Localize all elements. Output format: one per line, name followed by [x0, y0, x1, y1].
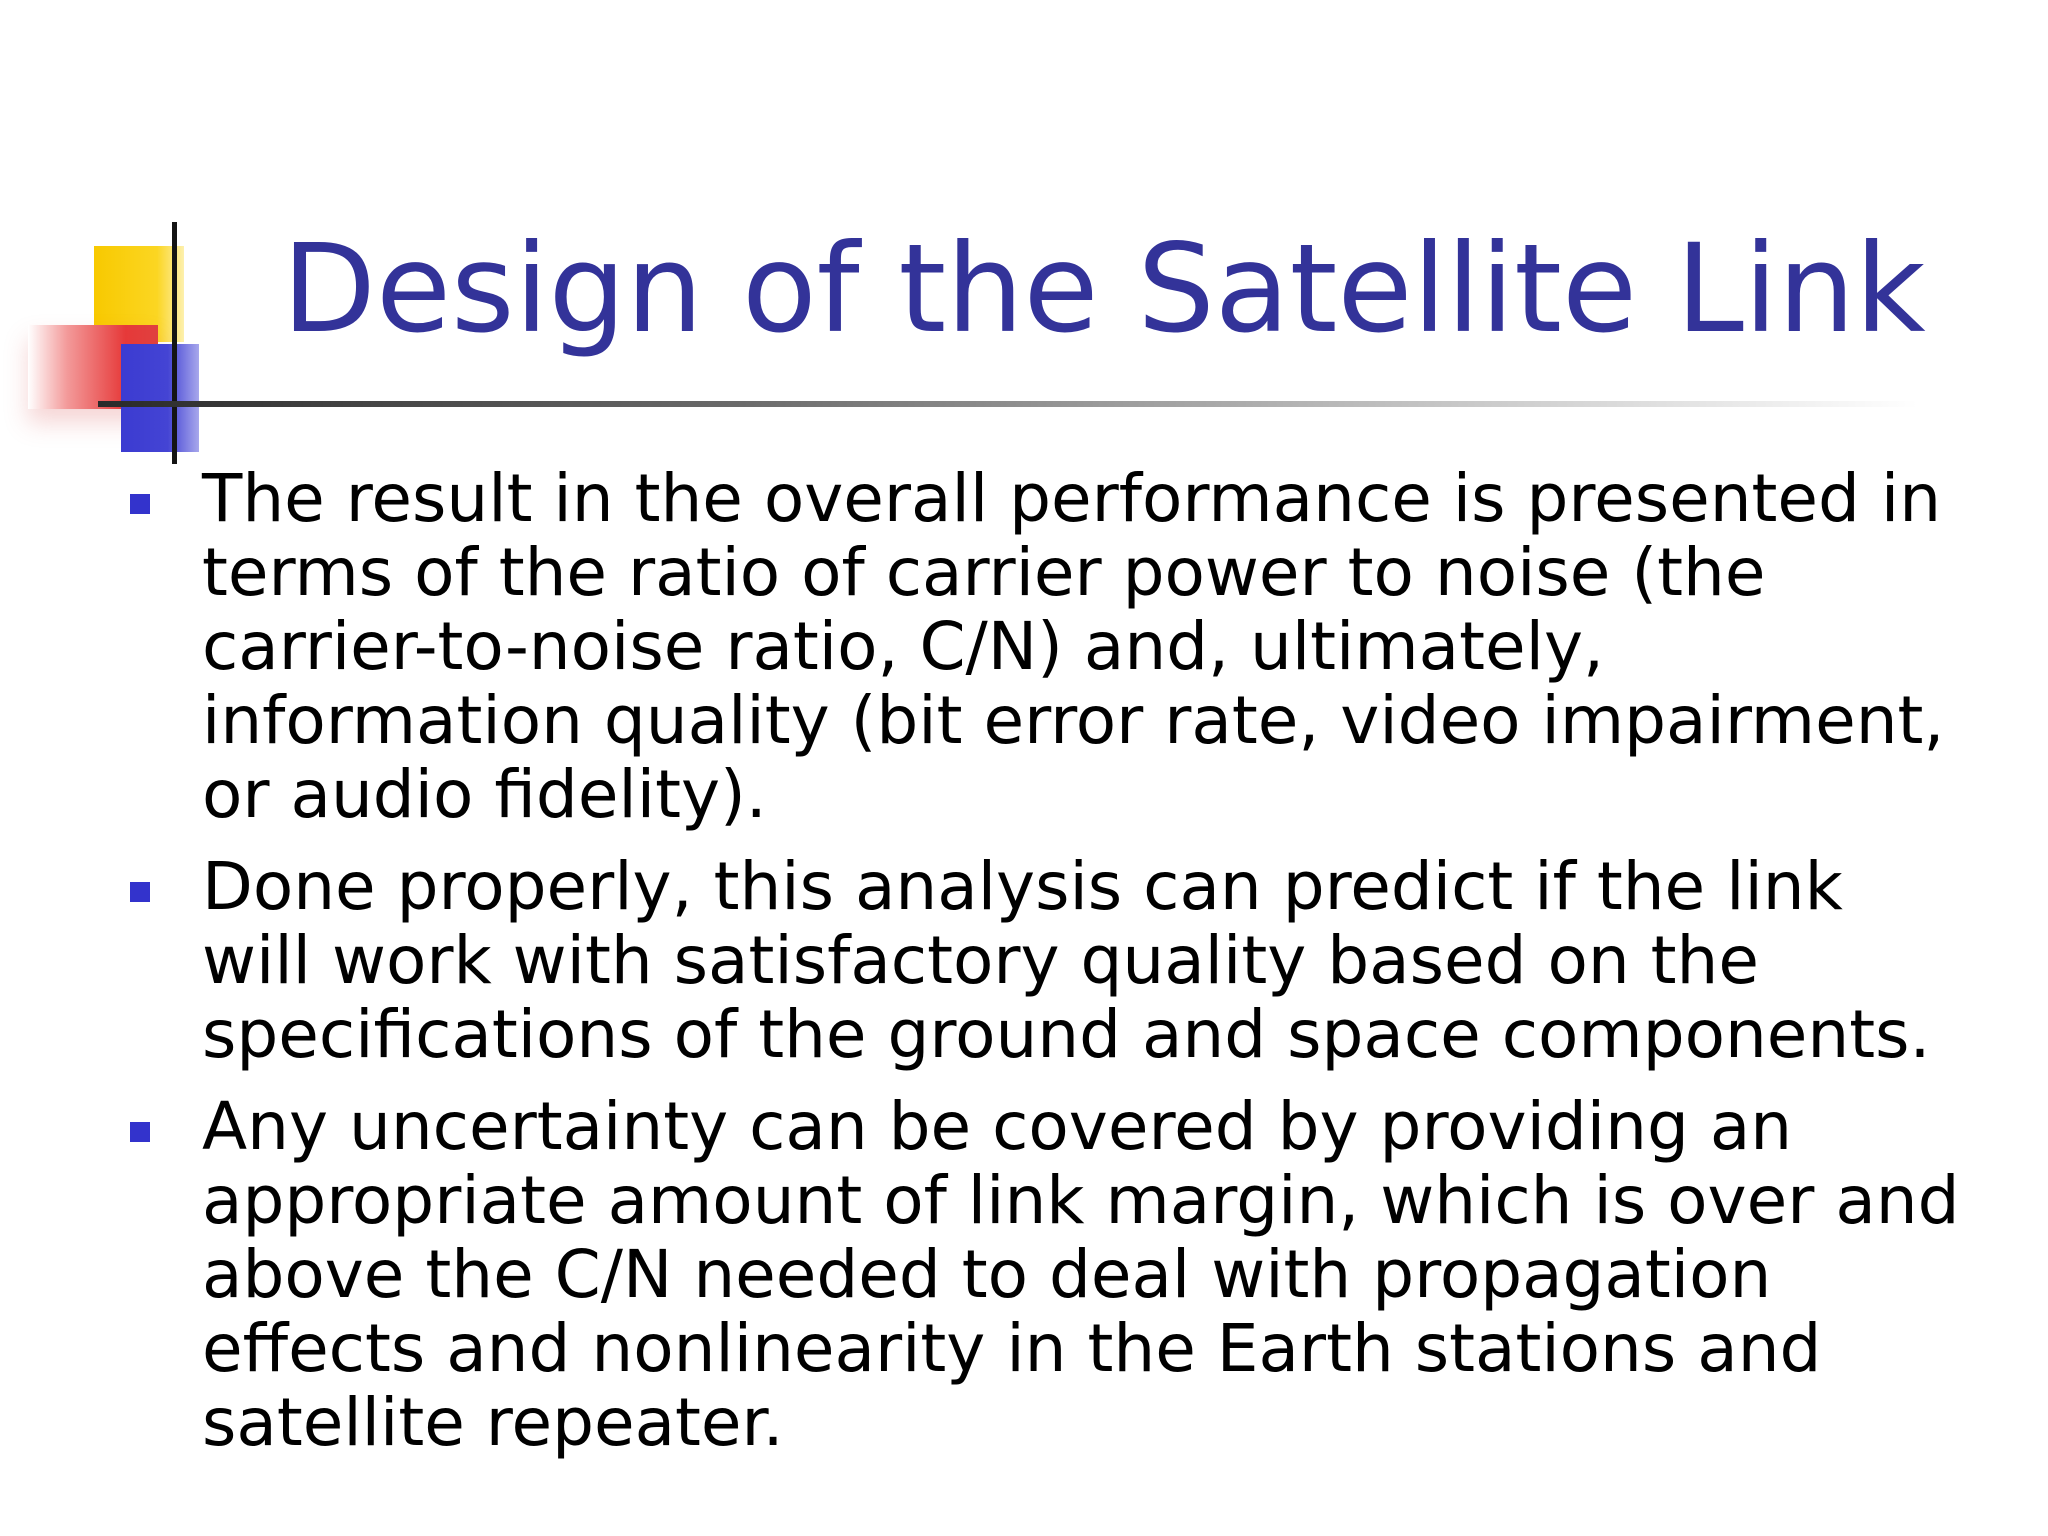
bullet-text: The result in the overall performance is presented in terms of the ratio of carrier power to noise (the carrier-to-noise ratio, C/N) and, ultimately, information quality (bit error rate, video impairment, or audio fidelity). [202, 460, 1945, 833]
bullet-list [0, 462, 2048, 1478]
vertical-line [172, 222, 177, 464]
blue-square [121, 344, 199, 452]
bullet-item [0, 850, 2048, 1072]
bullet-item [0, 462, 2048, 832]
square-bullet-icon [130, 1122, 150, 1142]
bullet-text: Done properly, this analysis can predict if the link will work with satisfactory quality based on the specifications of the ground and space components. [202, 848, 1931, 1073]
square-bullet-icon [130, 494, 150, 514]
decorative-squares-logo [0, 0, 300, 480]
bullet-text: Any uncertainty can be covered by providing an appropriate amount of link margin, which is over and above the C/N needed to deal with propagation effects and nonlinearity in the Earth stations and satellite repeater. [202, 1088, 1960, 1461]
slide-title: Design of the Satellite Link [282, 218, 1926, 360]
title-underline [98, 401, 1918, 407]
square-bullet-icon [130, 882, 150, 902]
bullet-item [0, 1090, 2048, 1460]
